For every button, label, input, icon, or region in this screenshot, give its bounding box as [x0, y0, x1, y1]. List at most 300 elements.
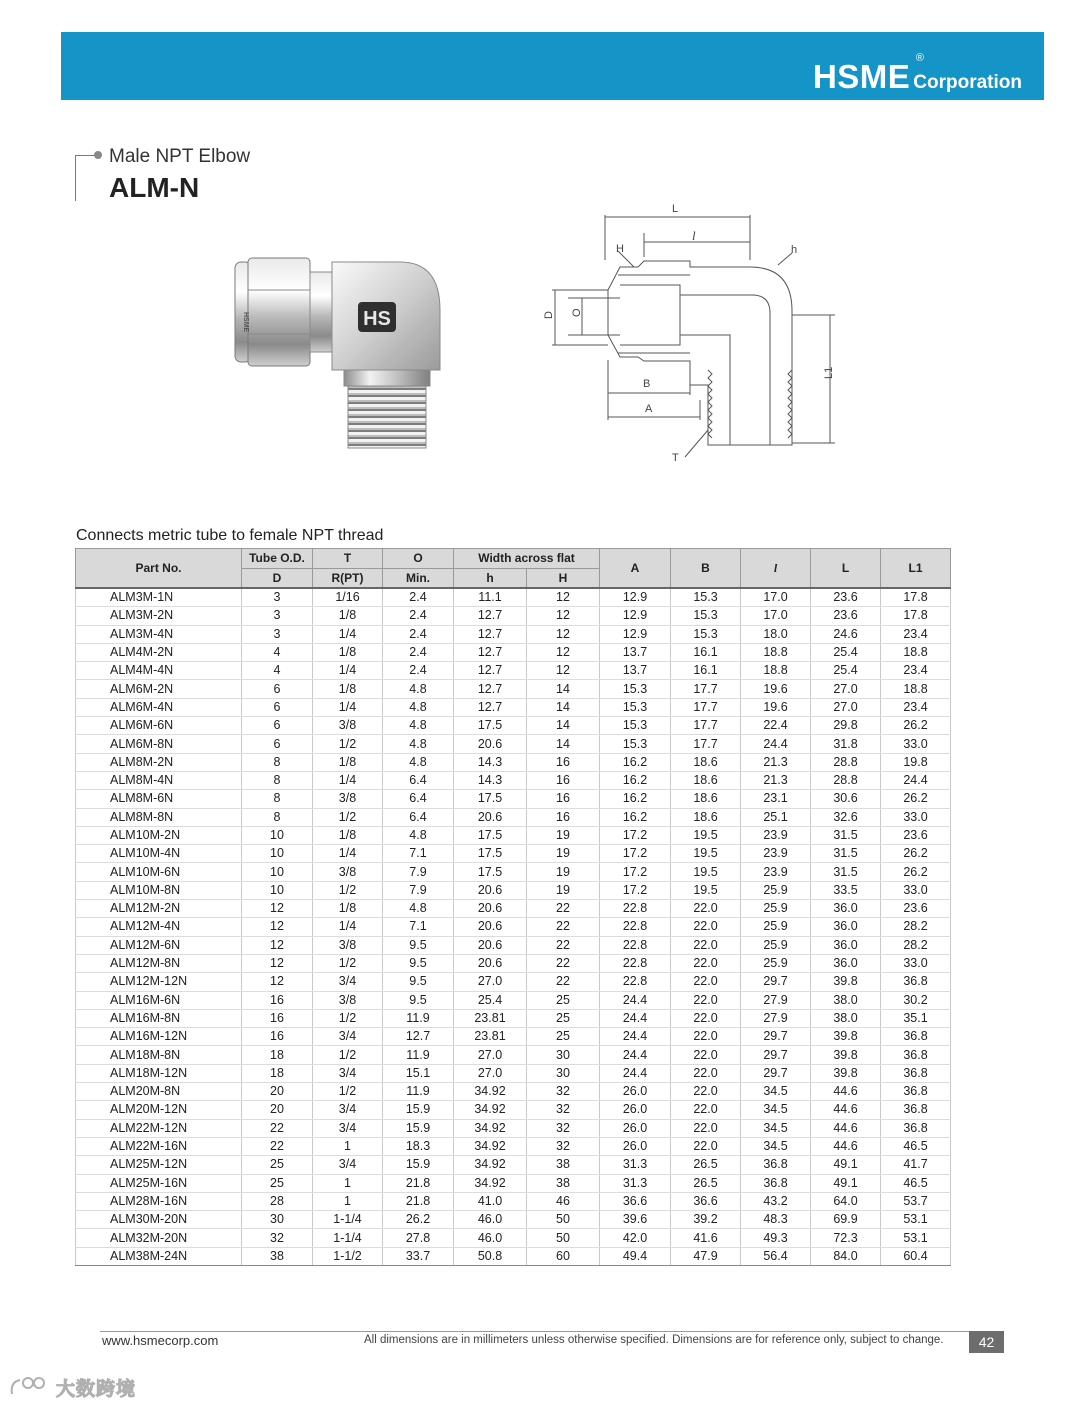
cell-part-no: ALM10M-2N: [76, 826, 242, 844]
cell-dim-b: 18.6: [671, 808, 741, 826]
cell-o-min: 21.8: [383, 1174, 454, 1192]
cell-dim-a: 26.0: [600, 1119, 671, 1137]
dim-D: D: [543, 311, 555, 319]
cell-dim-l-small: 25.9: [741, 881, 811, 899]
cell-dim-l1: 24.4: [881, 771, 951, 789]
cell-dim-a: 42.0: [600, 1229, 671, 1247]
cell-tube-od: 12: [242, 918, 313, 936]
cell-dim-l-small: 18.8: [741, 662, 811, 680]
cell-waf-h-large: 12: [527, 588, 600, 607]
cell-dim-l1: 23.6: [881, 900, 951, 918]
cell-tube-od: 25: [242, 1156, 313, 1174]
cell-tube-od: 6: [242, 680, 313, 698]
cell-o-min: 7.9: [383, 863, 454, 881]
cell-waf-h-small: 46.0: [454, 1211, 527, 1229]
cell-tube-od: 32: [242, 1229, 313, 1247]
cell-waf-h-large: 46: [527, 1192, 600, 1210]
cell-thread-size: 3/4: [313, 1028, 383, 1046]
cell-waf-h-small: 17.5: [454, 717, 527, 735]
dim-H: H: [616, 243, 624, 255]
cell-dim-l1: 23.4: [881, 662, 951, 680]
cell-dim-l1: 36.8: [881, 1046, 951, 1064]
cell-waf-h-small: 20.6: [454, 900, 527, 918]
cell-dim-l-large: 32.6: [811, 808, 881, 826]
cell-waf-h-small: 20.6: [454, 936, 527, 954]
table-row: [76, 1046, 951, 1064]
cell-thread-size: 1/4: [313, 845, 383, 863]
cell-dim-b: 15.3: [671, 607, 741, 625]
cell-tube-od: 12: [242, 954, 313, 972]
dim-T: T: [672, 452, 679, 464]
cell-thread-size: 1/8: [313, 826, 383, 844]
table-row: [76, 1156, 951, 1174]
cell-dim-l1: 36.8: [881, 1119, 951, 1137]
cell-dim-l-small: 22.4: [741, 717, 811, 735]
cell-tube-od: 6: [242, 735, 313, 753]
cell-dim-b: 22.0: [671, 1064, 741, 1082]
cell-dim-l-small: 27.9: [741, 991, 811, 1009]
table-row: [76, 625, 951, 643]
cell-waf-h-large: 38: [527, 1156, 600, 1174]
cell-part-no: ALM12M-6N: [76, 936, 242, 954]
cell-dim-a: 26.0: [600, 1101, 671, 1119]
title-bracket: [75, 155, 96, 201]
header-b: B: [671, 549, 741, 589]
table-row: [76, 918, 951, 936]
cell-thread-size: 3/8: [313, 991, 383, 1009]
cell-dim-a: 16.2: [600, 790, 671, 808]
cell-part-no: ALM12M-12N: [76, 973, 242, 991]
cell-dim-l-small: 27.9: [741, 1009, 811, 1027]
cell-o-min: 15.9: [383, 1119, 454, 1137]
cell-thread-size: 1/2: [313, 1046, 383, 1064]
cell-thread-size: 3/4: [313, 1119, 383, 1137]
cell-tube-od: 20: [242, 1101, 313, 1119]
technical-drawing: [530, 195, 840, 470]
cell-thread-size: 1/8: [313, 607, 383, 625]
cell-dim-l-small: 29.7: [741, 1028, 811, 1046]
cell-dim-l-large: 38.0: [811, 1009, 881, 1027]
cell-dim-l-small: 34.5: [741, 1083, 811, 1101]
dim-h: h: [791, 244, 798, 256]
cell-dim-b: 17.7: [671, 735, 741, 753]
cell-thread-size: 1/8: [313, 680, 383, 698]
cell-dim-b: 22.0: [671, 1009, 741, 1027]
cell-thread-size: 1/4: [313, 918, 383, 936]
cell-dim-a: 31.3: [600, 1156, 671, 1174]
table-row: [76, 845, 951, 863]
table-row: [76, 826, 951, 844]
cell-tube-od: 4: [242, 643, 313, 661]
cell-dim-a: 31.3: [600, 1174, 671, 1192]
header-l-small: l: [741, 549, 811, 589]
table-row: [76, 1064, 951, 1082]
cell-waf-h-large: 22: [527, 918, 600, 936]
cell-dim-l1: 36.8: [881, 1083, 951, 1101]
cell-o-min: 7.1: [383, 845, 454, 863]
cell-thread-size: 1/4: [313, 625, 383, 643]
cell-waf-h-large: 16: [527, 771, 600, 789]
cell-waf-h-small: 20.6: [454, 808, 527, 826]
cell-tube-od: 8: [242, 753, 313, 771]
cell-dim-a: 22.8: [600, 954, 671, 972]
cell-dim-b: 18.6: [671, 771, 741, 789]
cell-dim-a: 49.4: [600, 1247, 671, 1265]
cell-dim-l1: 26.2: [881, 717, 951, 735]
cell-part-no: ALM30M-20N: [76, 1211, 242, 1229]
cell-thread-size: 1: [313, 1192, 383, 1210]
table-row: [76, 680, 951, 698]
footer-divider: [100, 1331, 970, 1332]
table-row: [76, 607, 951, 625]
table-row: [76, 1229, 951, 1247]
cell-dim-b: 22.0: [671, 1083, 741, 1101]
table-row: [76, 991, 951, 1009]
cell-waf-h-small: 20.6: [454, 954, 527, 972]
cell-dim-a: 16.2: [600, 753, 671, 771]
cell-dim-l-large: 31.5: [811, 845, 881, 863]
cell-waf-h-small: 41.0: [454, 1192, 527, 1210]
registered-mark: ®: [915, 52, 924, 64]
cell-waf-h-small: 12.7: [454, 643, 527, 661]
cell-waf-h-small: 20.6: [454, 735, 527, 753]
cell-dim-b: 22.0: [671, 954, 741, 972]
cell-dim-l-small: 19.6: [741, 698, 811, 716]
cell-dim-l1: 23.6: [881, 826, 951, 844]
header-l-large: L: [811, 549, 881, 589]
cell-dim-b: 26.5: [671, 1174, 741, 1192]
cell-dim-b: 22.0: [671, 973, 741, 991]
cell-tube-od: 3: [242, 588, 313, 607]
cell-waf-h-small: 23.81: [454, 1009, 527, 1027]
cell-dim-l-large: 28.8: [811, 771, 881, 789]
cell-dim-l1: 26.2: [881, 863, 951, 881]
cell-dim-l1: 17.8: [881, 607, 951, 625]
cell-o-min: 9.5: [383, 954, 454, 972]
cell-waf-h-large: 60: [527, 1247, 600, 1265]
cell-dim-a: 15.3: [600, 735, 671, 753]
cell-thread-size: 1/4: [313, 662, 383, 680]
cell-dim-a: 17.2: [600, 863, 671, 881]
cell-dim-l-large: 29.8: [811, 717, 881, 735]
cell-part-no: ALM18M-8N: [76, 1046, 242, 1064]
cell-dim-a: 22.8: [600, 918, 671, 936]
cell-tube-od: 12: [242, 973, 313, 991]
cell-part-no: ALM16M-8N: [76, 1009, 242, 1027]
cell-waf-h-large: 14: [527, 680, 600, 698]
footer-url[interactable]: www.hsmecorp.com: [102, 1333, 219, 1348]
cell-dim-l-large: 24.6: [811, 625, 881, 643]
table-row: [76, 1119, 951, 1137]
cell-o-min: 2.4: [383, 625, 454, 643]
cell-waf-h-small: 34.92: [454, 1174, 527, 1192]
cell-o-min: 4.8: [383, 900, 454, 918]
cell-dim-a: 24.4: [600, 1046, 671, 1064]
table-row: [76, 1083, 951, 1101]
cell-dim-l1: 53.7: [881, 1192, 951, 1210]
table-row: [76, 643, 951, 661]
cell-thread-size: 1/4: [313, 771, 383, 789]
cell-o-min: 4.8: [383, 735, 454, 753]
header-bar: [61, 32, 1044, 100]
cell-waf-h-large: 12: [527, 625, 600, 643]
cell-dim-l1: 23.4: [881, 625, 951, 643]
cell-dim-l-small: 36.8: [741, 1156, 811, 1174]
table-row: [76, 1192, 951, 1210]
cell-tube-od: 12: [242, 900, 313, 918]
cell-dim-l1: 26.2: [881, 790, 951, 808]
header-part-no: Part No.: [76, 549, 242, 589]
cell-dim-l-small: 21.3: [741, 753, 811, 771]
table-row: [76, 753, 951, 771]
cell-waf-h-small: 34.92: [454, 1101, 527, 1119]
cell-tube-od: 12: [242, 936, 313, 954]
product-photo: [230, 250, 445, 460]
brand-logo: [812, 52, 1022, 96]
cell-o-min: 11.9: [383, 1009, 454, 1027]
cell-dim-l-small: 36.8: [741, 1174, 811, 1192]
cell-dim-l1: 46.5: [881, 1174, 951, 1192]
cell-waf-h-small: 50.8: [454, 1247, 527, 1265]
cell-o-min: 6.4: [383, 808, 454, 826]
cell-dim-b: 22.0: [671, 1101, 741, 1119]
cell-waf-h-small: 12.7: [454, 698, 527, 716]
cell-waf-h-small: 12.7: [454, 680, 527, 698]
cell-o-min: 4.8: [383, 680, 454, 698]
cell-dim-a: 17.2: [600, 826, 671, 844]
cell-part-no: ALM12M-8N: [76, 954, 242, 972]
cell-waf-h-large: 50: [527, 1229, 600, 1247]
watermark: [8, 1374, 136, 1400]
brand-name: HSME: [812, 58, 911, 95]
dim-O: O: [571, 308, 583, 317]
cell-o-min: 11.9: [383, 1046, 454, 1064]
cell-dim-a: 17.2: [600, 881, 671, 899]
cell-dim-l-large: 36.0: [811, 954, 881, 972]
cell-dim-l-large: 36.0: [811, 918, 881, 936]
cell-dim-a: 24.4: [600, 1009, 671, 1027]
cell-o-min: 4.8: [383, 826, 454, 844]
cell-dim-l-small: 17.0: [741, 607, 811, 625]
cell-dim-l1: 33.0: [881, 808, 951, 826]
table-row: [76, 771, 951, 789]
spec-table: [75, 548, 951, 1266]
cell-dim-a: 15.3: [600, 698, 671, 716]
cell-dim-l-large: 39.8: [811, 1028, 881, 1046]
cell-tube-od: 10: [242, 863, 313, 881]
cell-o-min: 4.8: [383, 753, 454, 771]
cell-o-min: 9.5: [383, 991, 454, 1009]
cell-dim-a: 24.4: [600, 991, 671, 1009]
cell-dim-l-small: 48.3: [741, 1211, 811, 1229]
cell-dim-l1: 33.0: [881, 881, 951, 899]
cell-dim-l-small: 18.0: [741, 625, 811, 643]
spec-table-body: [76, 588, 951, 1265]
table-row: [76, 808, 951, 826]
cell-dim-l-large: 38.0: [811, 991, 881, 1009]
cell-dim-b: 17.7: [671, 698, 741, 716]
cell-waf-h-large: 12: [527, 662, 600, 680]
cell-part-no: ALM38M-24N: [76, 1247, 242, 1265]
cell-dim-l-large: 69.9: [811, 1211, 881, 1229]
cell-dim-l-large: 31.5: [811, 826, 881, 844]
cell-waf-h-small: 20.6: [454, 881, 527, 899]
cell-dim-l1: 46.5: [881, 1137, 951, 1155]
cell-dim-a: 16.2: [600, 771, 671, 789]
cell-waf-h-large: 22: [527, 973, 600, 991]
dim-B: B: [643, 378, 651, 390]
cell-o-min: 6.4: [383, 771, 454, 789]
cell-dim-l-large: 84.0: [811, 1247, 881, 1265]
cell-dim-l-small: 23.1: [741, 790, 811, 808]
cell-tube-od: 6: [242, 717, 313, 735]
cell-dim-l-large: 44.6: [811, 1119, 881, 1137]
cell-dim-b: 22.0: [671, 918, 741, 936]
cell-part-no: ALM16M-6N: [76, 991, 242, 1009]
cell-o-min: 2.4: [383, 588, 454, 607]
cell-waf-h-small: 46.0: [454, 1229, 527, 1247]
cell-part-no: ALM22M-16N: [76, 1137, 242, 1155]
title-bullet: [94, 151, 102, 159]
cell-dim-l-small: 56.4: [741, 1247, 811, 1265]
cell-dim-l-large: 39.8: [811, 973, 881, 991]
cell-dim-l1: 18.8: [881, 643, 951, 661]
cell-thread-size: 1/4: [313, 698, 383, 716]
cell-waf-h-large: 14: [527, 717, 600, 735]
cell-thread-size: 1/8: [313, 753, 383, 771]
cell-dim-l1: 53.1: [881, 1229, 951, 1247]
table-row: [76, 698, 951, 716]
table-row: [76, 717, 951, 735]
cell-dim-l-small: 25.9: [741, 954, 811, 972]
cell-dim-l-large: 27.0: [811, 698, 881, 716]
cell-waf-h-large: 14: [527, 698, 600, 716]
table-row: [76, 1028, 951, 1046]
cell-thread-size: 1-1/2: [313, 1247, 383, 1265]
cell-dim-l-small: 25.9: [741, 900, 811, 918]
cell-tube-od: 6: [242, 698, 313, 716]
cell-dim-b: 47.9: [671, 1247, 741, 1265]
cell-dim-a: 22.8: [600, 936, 671, 954]
cell-dim-b: 18.6: [671, 753, 741, 771]
cell-part-no: ALM22M-12N: [76, 1119, 242, 1137]
cell-waf-h-large: 12: [527, 607, 600, 625]
cell-dim-l-large: 39.8: [811, 1046, 881, 1064]
table-row: [76, 1211, 951, 1229]
cell-thread-size: 1: [313, 1137, 383, 1155]
header-t-sub: R(PT): [313, 569, 383, 589]
cell-tube-od: 10: [242, 881, 313, 899]
cell-dim-a: 13.7: [600, 662, 671, 680]
cell-part-no: ALM12M-2N: [76, 900, 242, 918]
cell-waf-h-small: 12.7: [454, 625, 527, 643]
cell-dim-l-small: 43.2: [741, 1192, 811, 1210]
product-subtitle: Male NPT Elbow: [109, 146, 251, 167]
cell-part-no: ALM8M-2N: [76, 753, 242, 771]
cell-part-no: ALM20M-12N: [76, 1101, 242, 1119]
cell-thread-size: 1-1/4: [313, 1211, 383, 1229]
cell-tube-od: 16: [242, 991, 313, 1009]
product-code: ALM-N: [109, 172, 200, 203]
cell-tube-od: 3: [242, 625, 313, 643]
cell-dim-l-large: 23.6: [811, 588, 881, 607]
cell-tube-od: 3: [242, 607, 313, 625]
cell-tube-od: 16: [242, 1028, 313, 1046]
cell-part-no: ALM6M-6N: [76, 717, 242, 735]
cell-waf-h-large: 30: [527, 1064, 600, 1082]
cell-part-no: ALM20M-8N: [76, 1083, 242, 1101]
cell-waf-h-large: 32: [527, 1083, 600, 1101]
table-row: [76, 1174, 951, 1192]
cell-dim-l-small: 21.3: [741, 771, 811, 789]
cell-waf-h-large: 38: [527, 1174, 600, 1192]
cell-dim-b: 17.7: [671, 717, 741, 735]
cell-dim-a: 22.8: [600, 900, 671, 918]
cell-waf-h-small: 34.92: [454, 1137, 527, 1155]
cell-dim-l-large: 25.4: [811, 662, 881, 680]
table-row: [76, 863, 951, 881]
cell-thread-size: 3/4: [313, 1156, 383, 1174]
cell-waf-h-large: 19: [527, 881, 600, 899]
cell-waf-h-small: 34.92: [454, 1083, 527, 1101]
table-row: [76, 900, 951, 918]
nut-marking: HSME: [242, 312, 249, 333]
cell-tube-od: 10: [242, 826, 313, 844]
cell-tube-od: 30: [242, 1211, 313, 1229]
cell-waf-h-large: 19: [527, 845, 600, 863]
cell-tube-od: 22: [242, 1119, 313, 1137]
cell-thread-size: 1-1/4: [313, 1229, 383, 1247]
cell-part-no: ALM3M-1N: [76, 588, 242, 607]
cell-waf-h-large: 25: [527, 1009, 600, 1027]
cell-dim-l-large: 30.6: [811, 790, 881, 808]
cell-part-no: ALM25M-12N: [76, 1156, 242, 1174]
cell-part-no: ALM3M-4N: [76, 625, 242, 643]
cell-waf-h-large: 25: [527, 1028, 600, 1046]
cell-dim-l1: 33.0: [881, 735, 951, 753]
cell-thread-size: 1: [313, 1174, 383, 1192]
header-width-across-flat: Width across flat: [454, 549, 600, 569]
cell-thread-size: 3/8: [313, 936, 383, 954]
cell-dim-a: 12.9: [600, 607, 671, 625]
cell-waf-h-large: 32: [527, 1101, 600, 1119]
cell-dim-l-small: 34.5: [741, 1119, 811, 1137]
cell-dim-l-large: 44.6: [811, 1083, 881, 1101]
header-o: O: [383, 549, 454, 569]
cell-o-min: 15.1: [383, 1064, 454, 1082]
cell-dim-l1: 36.8: [881, 973, 951, 991]
cell-dim-a: 39.6: [600, 1211, 671, 1229]
cell-dim-l-small: 34.5: [741, 1101, 811, 1119]
cell-dim-l-large: 39.8: [811, 1064, 881, 1082]
table-row: [76, 973, 951, 991]
cell-dim-b: 22.0: [671, 1028, 741, 1046]
cell-part-no: ALM8M-4N: [76, 771, 242, 789]
cell-dim-l1: 28.2: [881, 918, 951, 936]
cell-thread-size: 3/4: [313, 1101, 383, 1119]
cell-o-min: 26.2: [383, 1211, 454, 1229]
cell-dim-a: 26.0: [600, 1083, 671, 1101]
cell-part-no: ALM6M-2N: [76, 680, 242, 698]
cell-dim-l-large: 64.0: [811, 1192, 881, 1210]
cell-dim-b: 19.5: [671, 863, 741, 881]
cell-dim-l-small: 49.3: [741, 1229, 811, 1247]
cell-thread-size: 1/2: [313, 954, 383, 972]
cell-dim-l1: 60.4: [881, 1247, 951, 1265]
page-number: 42: [969, 1331, 1004, 1353]
cell-tube-od: 10: [242, 845, 313, 863]
cell-waf-h-small: 14.3: [454, 753, 527, 771]
